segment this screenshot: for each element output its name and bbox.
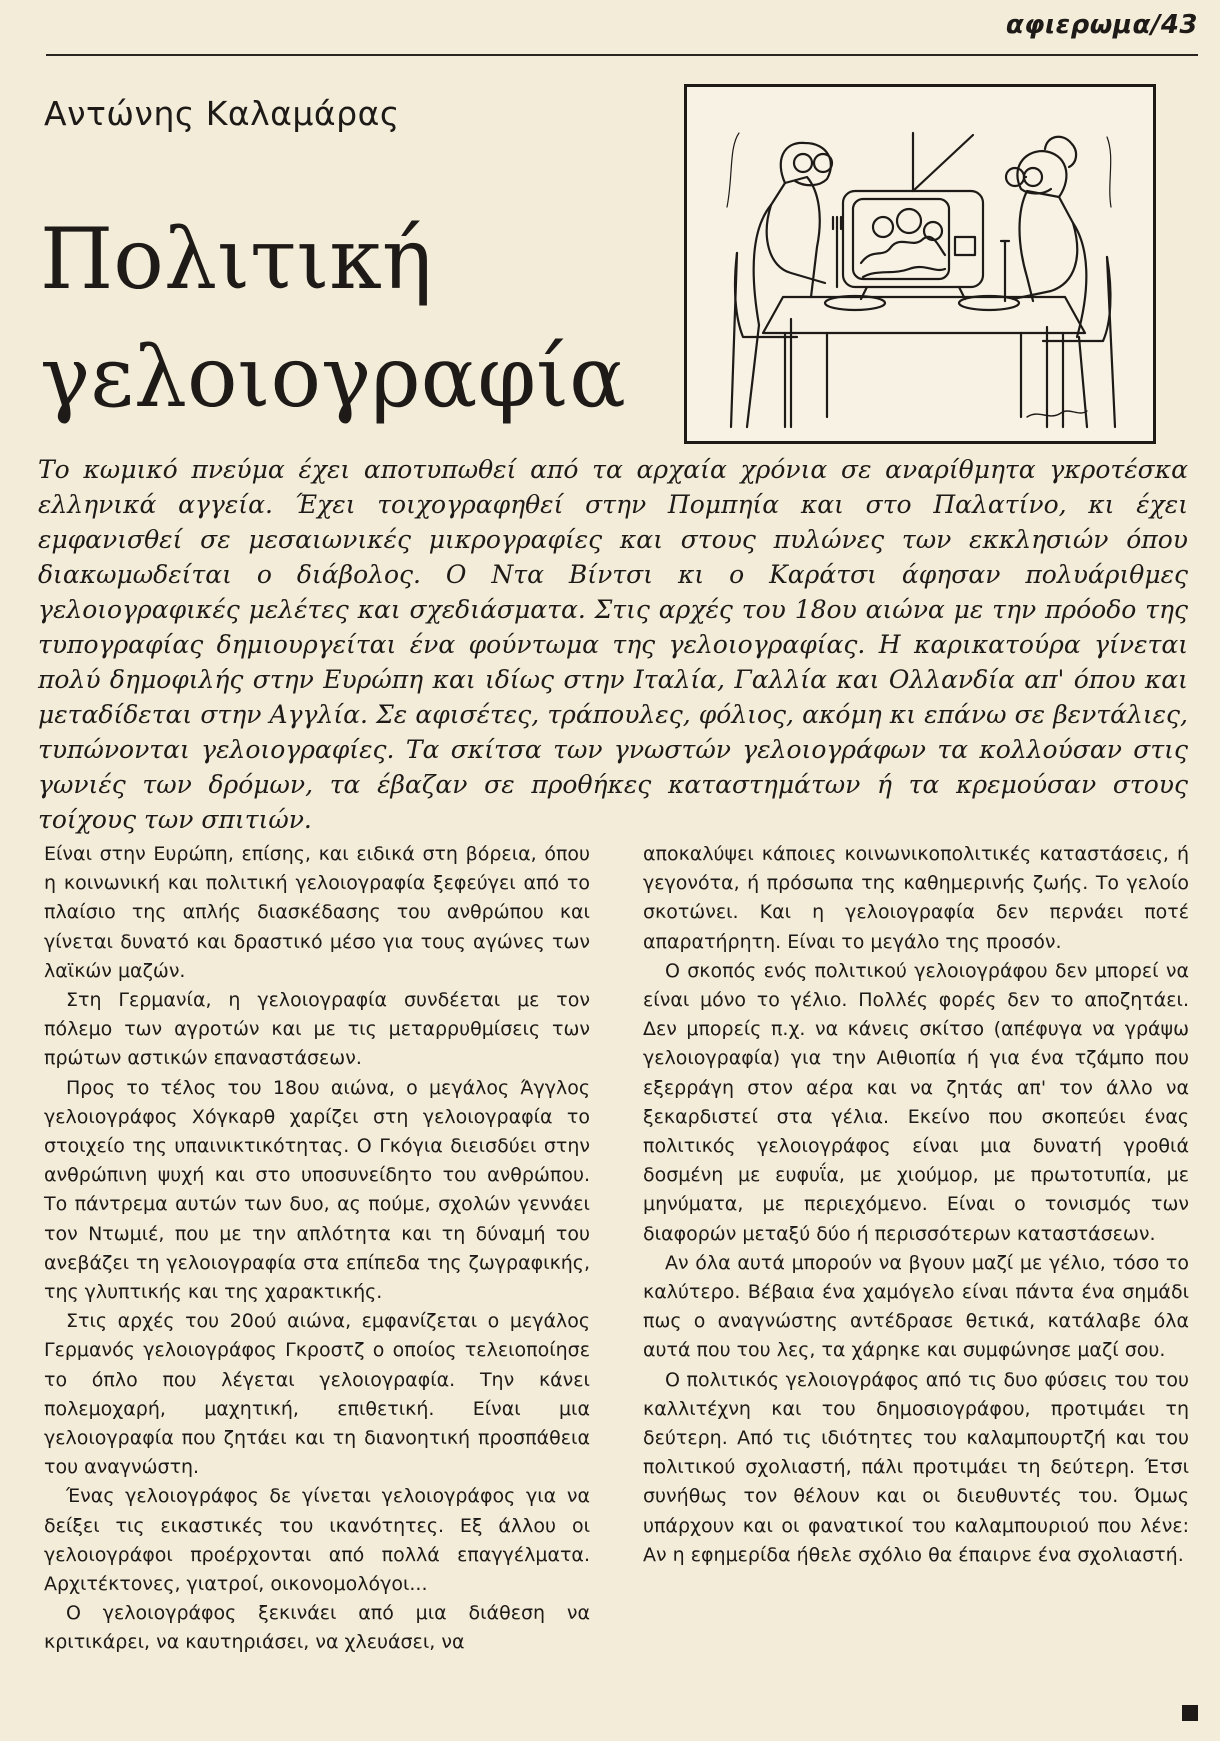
section-page-label: αφιερωμα/43 [1005,10,1198,40]
body-paragraph: Προς το τέλος του 18ου αιώνα, ο μεγάλος Άγγλος γελοιογράφος Χόγκαρθ χαρίζει στη γελοιογραφία το στοιχείο της υπαινικτικότητας. Ο Γκόγια διεισδύει στην ανθρώπινη ψυχή και στο υποσυνείδητο του ανθρώπου. Το πάντρεμα αυτών των δυο, ας πούμε, σχολών γεννάει τον Ντωμιέ, που με την απλότητα και τη δύναμή του ανεβάζει τη γελοιογραφία στα επίπεδα της ζωγραφικής, της γλυπτικής και της χαρακτικής. [44,1076,590,1304]
end-of-article-square-icon [1182,1705,1198,1721]
page-header [46,10,1198,56]
body-paragraph: Ο πολιτικός γελοιογράφος από τις δυο φύσεις του του καλλιτέχνη και του δημοσιογράφου, προτιμάει τη δεύτερη. Από τις ιδιότητες του καλαμπουρτζή και του πολιτικού σχολιαστή, πάλι προτιμάει τη δεύτερη. Έτσι συνήθως τον θέλουν και οι διευθυντές του. Όμως υπάρχουν και οι φανατικοί του καλαμπουριού που λένε: Αν η εφημερίδα ήθελε σχόλιο θα έπαιρνε ένα σχολιαστή. [643,1368,1189,1566]
title-line-2: γελοιογραφία [40,328,626,426]
title-line-1: Πολιτική [40,210,433,308]
article-body [44,840,1189,1720]
article-title [40,200,626,436]
right-column [643,840,1189,1720]
cartoon-couple-dining-with-tv-illustration [687,87,1153,441]
left-column [44,840,590,1720]
body-paragraph: Ο γελοιογράφος ξεκινάει από μια διάθεση να κριτικάρει, να καυτηριάσει, να χλευάσει, να [44,1602,590,1654]
article-lead-paragraph: Το κωμικό πνεύμα έχει αποτυπωθεί από τα αρχαία χρόνια σε αναρίθμητα γκροτέσκα ελληνικά αγγεία. Έχει τοιχογραφηθεί στην Πομπηία και στο Παλατίνο, κι έχει εμφανισθεί σε μεσαιωνικές μικρογραφίες και στους πυλώνες των εκκλησιών όπου διακωμωδείται ο διάβολος. Ο Ντα Βίντσι κι ο Καράτσι άφησαν πολυάριθμες γελοιογραφικές μελέτες και σχεδιάσματα. Στις αρχές του 18ου αιώνα με την πρόοδο της τυπογραφίας δημιουργείται ένα φούντωμα της γελοιογραφίας. Η καρικατούρα γίνεται πολύ δημοφιλής στην Ευρώπη και ιδίως στην Ιταλία, Γαλλία και Ολλανδία απ' όπου και μεταδίδεται στην Αγγλία. Σε αφισέτες, τράπουλες, φόλιος, ακόμη κι επάνω σε βεντάλιες, τυπώνονται γελοιογραφίες. Τα σκίτσα των γνωστών γελοιογράφων τα κολλούσαν στις γωνιές των δρόμων, τα έβαζαν σε προθήκες καταστημάτων ή τα κρεμούσαν στους τοίχους των σπιτιών. [38,455,1188,834]
author-name: Αντώνης Καλαμάρας [44,94,400,133]
cartoon-illustration [684,84,1156,444]
body-paragraph: Στη Γερμανία, η γελοιογραφία συνδέεται με τον πόλεμο των αγροτών και με τις μεταρρυθμίσεις των πρώτων αστικών επαναστάσεων. [44,989,590,1070]
body-paragraph: Είναι στην Ευρώπη, επίσης, και ειδικά στη βόρεια, όπου η κοινωνική και πολιτική γελοιογραφία ξεφεύγει από το πλαίσιο της απλής διασκέδασης του ανθρώπου και γίνεται δυνατό και δραστικό μέσο για τους αγώνες των λαϊκών μαζών. [44,843,590,982]
body-paragraph: Αν όλα αυτά μπορούν να βγουν μαζί με γέλιο, τόσο το καλύτερο. Βέβαια ένα χαμόγελο είναι πάντα ένα σημάδι πως ο αναγνώστης αντέδρασε θετικά, κατάλαβε όλα αυτά που του λες, τα χάρηκε και συμφώνησε μαζί σου. [643,1251,1189,1362]
body-paragraph: Στις αρχές του 20ού αιώνα, εμφανίζεται ο μεγάλος Γερμανός γελοιογράφος Γκροστζ ο οποίος τελειοποίησε το όπλο που λέγεται γελοιογραφία. Την κάνει πολεμοχαρή, μαχητική, επιθετική. Είναι μια γελοιογραφία που ζητάει και τη διανοητική προσπάθεια του αναγνώστη. [44,1310,590,1479]
body-paragraph: Ένας γελοιογράφος δε γίνεται γελοιογράφος για να δείξει τις εικαστικές του ικανότητες. Εξ άλλου οι γελοιογράφοι προέρχονται από πολλά επαγγέλματα. Αρχιτέκτονες, γιατροί, οικονομολόγοι... [44,1485,590,1596]
body-paragraph: Ο σκοπός ενός πολιτικού γελοιογράφου δεν μπορεί να είναι μόνο το γέλιο. Πολλές φορές δεν το αποζητάει. Δεν μπορείς π.χ. να κάνεις σκίτσο (απέφυγα να γράψω γελοιογραφία) για την Αιθιοπία ή για ένα τζάμπο που εξερράγη στον αέρα και να ζητάς απ' τον άλλο να ξεκαρδιστεί στα γέλια. Εκείνο που σκοπεύει ένας πολιτικός γελοιογράφος είναι μια δυνατή γροθιά δοσμένη με ευφυΐα, με χιούμορ, με πρωτοτυπία, με μηνύματα, με περιεχόμενο. Είναι ο τονισμός των διαφορών μεταξύ δύο ή περισσότερων καταστάσεων. [643,959,1189,1245]
body-paragraph: αποκαλύψει κάποιες κοινωνικοπολιτικές καταστάσεις, ή γεγονότα, ή πρόσωπα της καθημερινής ζωής. Το γελοίο σκοτώνει. Και η γελοιογραφία δεν περνάει ποτέ απαρατήρητη. Είναι το μεγάλο της προσόν. [643,843,1189,953]
